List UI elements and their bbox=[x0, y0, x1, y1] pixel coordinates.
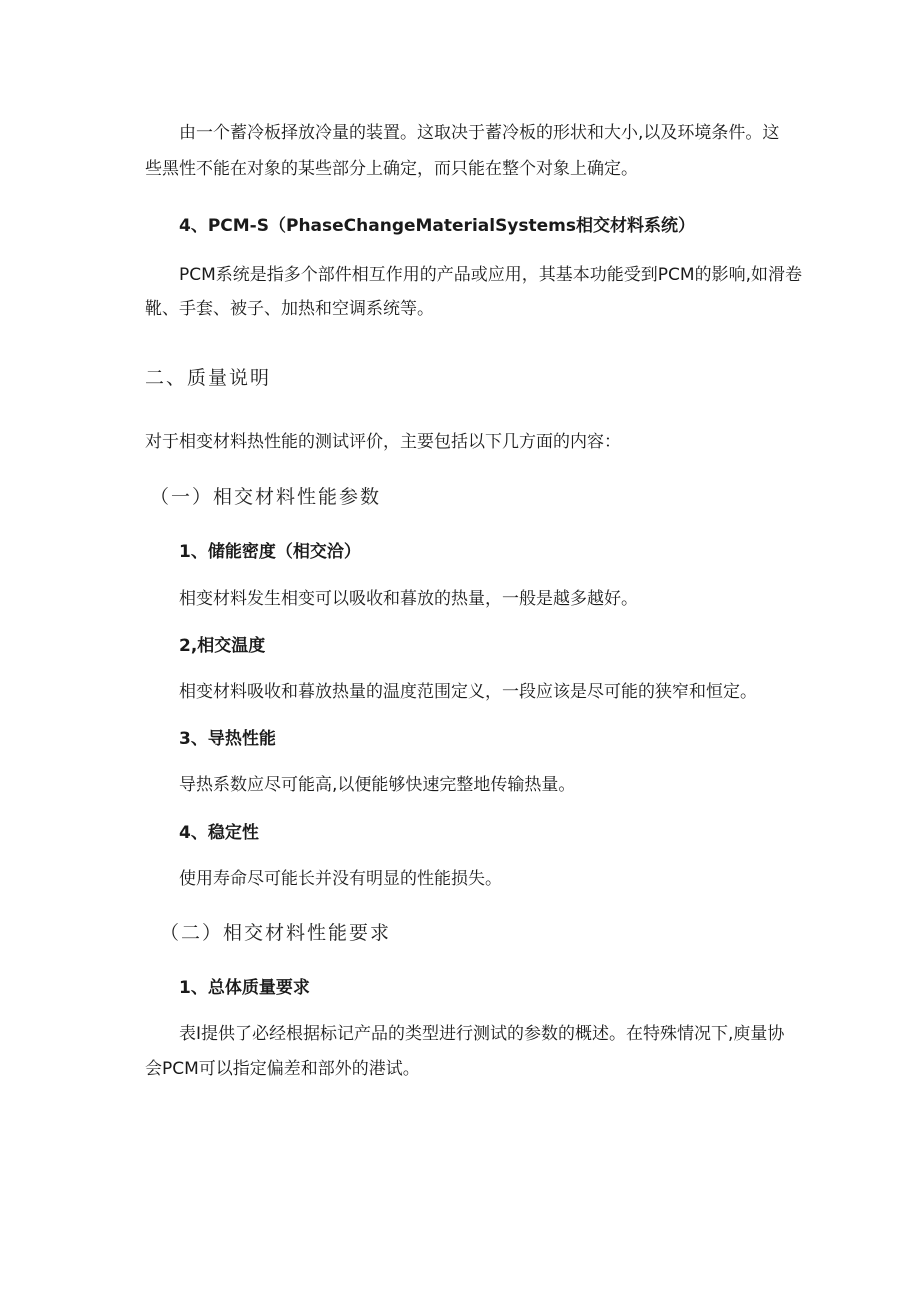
param-1-text: 相变材料发生相变可以吸收和暮放的热量，一般是越多越好。 bbox=[179, 589, 638, 609]
param-3-text: 导热系数应尽可能高,以便能够快速完整地传输热量。 bbox=[179, 775, 576, 795]
pcms-line-2: 靴、手套、被子、加热和空调系统等。 bbox=[145, 299, 434, 319]
section-2-intro: 对于相变材料热性能的测试评价，主要包括以下几方面的内容： bbox=[145, 432, 621, 452]
requirement-1-title: 1、总体质量要求 bbox=[179, 978, 310, 998]
param-4-title: 4、稳定性 bbox=[179, 823, 259, 843]
pcms-line-1: PCM系统是指多个部件相互作用的产品或应用，其基本功能受到PCM的影响,如滑卷 bbox=[179, 265, 802, 285]
param-3-title: 3、导热性能 bbox=[179, 729, 276, 749]
subsection-1-heading: （一）相交材料性能参数 bbox=[150, 486, 382, 508]
param-4-text: 使用寿命尽可能长并没有明显的性能损失。 bbox=[179, 869, 502, 889]
pcms-heading: 4、PCM-S（PhaseChangeMaterialSystems相交材料系统） bbox=[179, 216, 696, 236]
param-2-text: 相变材料吸收和暮放热量的温度范围定义，一段应该是尽可能的狭窄和恒定。 bbox=[179, 682, 757, 702]
intro-line-1: 由一个蓄冷板择放冷量的装置。这取决于蓄冷板的形状和大小,以及环境条件。这 bbox=[179, 123, 780, 143]
subsection-2-heading: （二）相交材料性能要求 bbox=[160, 922, 392, 944]
intro-line-2: 些黑性不能在对象的某些部分上确定，而只能在整个对象上确定。 bbox=[145, 159, 638, 179]
requirement-1-line-2: 会PCM可以指定偏差和部外的港试。 bbox=[145, 1059, 420, 1079]
section-2-heading: 二、质量说明 bbox=[145, 367, 272, 389]
param-1-title: 1、储能密度（相交洽） bbox=[179, 542, 361, 562]
requirement-1-line-1: 表I提供了必经根据标记产品的类型进行测试的参数的概述。在特殊情况下,庾量协 bbox=[179, 1024, 785, 1044]
param-2-title: 2,相交温度 bbox=[179, 636, 266, 656]
